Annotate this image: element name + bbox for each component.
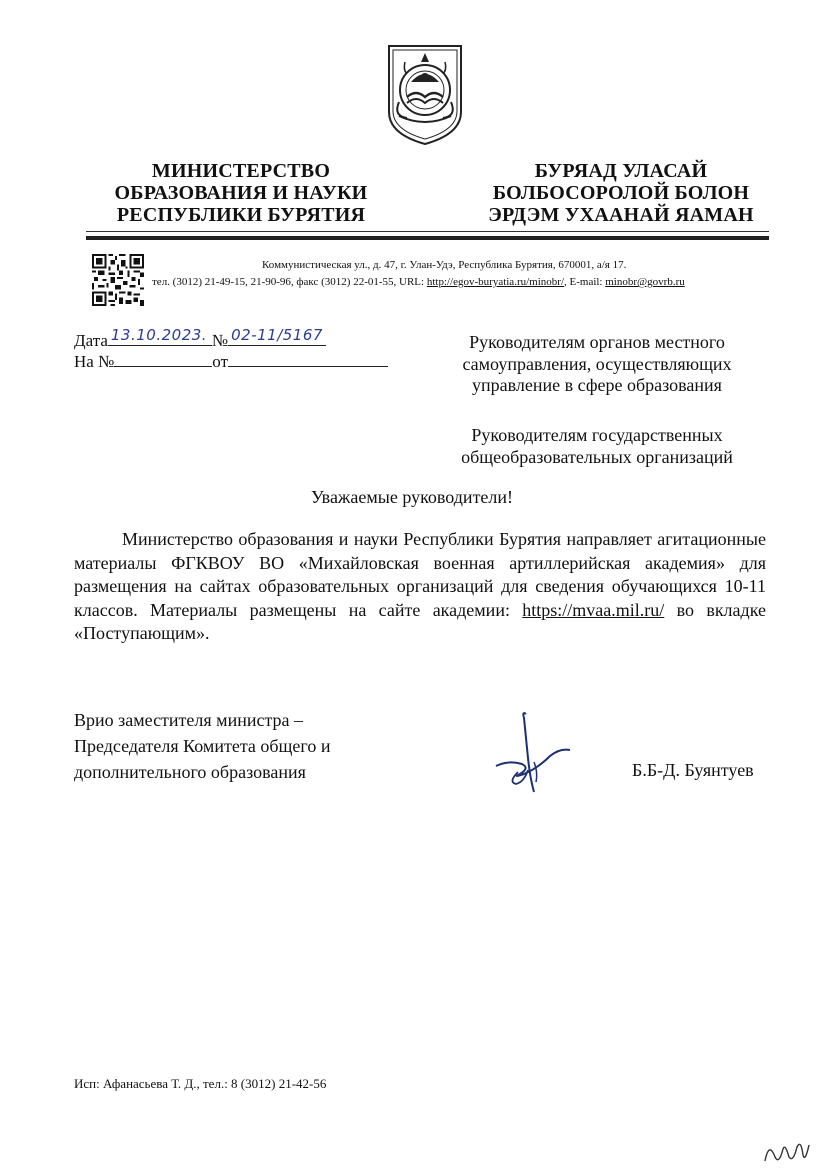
date-field [108, 328, 212, 346]
ministry-contacts [152, 274, 685, 291]
qr-code-icon [92, 254, 144, 306]
ministry-name-line: ЭРДЭМ УХААНАЙ ЯАМАН [488, 204, 754, 226]
ministry-name-line: ОБРАЗОВАНИЯ И НАУКИ [114, 182, 368, 204]
position-line: Врио заместителя министра – [74, 710, 304, 730]
addressee-local-authorities: Руководителям органов местного самоуправления, осуществляющих управление в сфере образования [462, 332, 732, 395]
from-label: от [212, 352, 229, 371]
ref-label: На № [74, 352, 115, 371]
header-divider-thick [86, 236, 769, 240]
body-text-end: во вкладке «Поступающим». [74, 599, 766, 643]
date-label: Дата [74, 331, 108, 350]
ref-number-field [114, 349, 212, 367]
addressee-state-schools: Руководителям государственных общеобразовательных организаций [461, 425, 733, 467]
ministry-name-russian [88, 160, 394, 226]
ministry-name-line: РЕСПУБЛИКИ БУРЯТИЯ [116, 204, 366, 226]
academy-website-link[interactable]: https://mvaa.mil.ru/ [522, 599, 665, 620]
handwritten-initials-icon [763, 1135, 811, 1165]
registration-date-number [74, 328, 326, 351]
ref-date-field [228, 349, 388, 367]
ministry-name-line: МИНИСТЕРСТВО [151, 160, 331, 182]
handwritten-signature-icon [494, 708, 574, 796]
signatory-name: Б.Б-Д. Буянтуев [632, 760, 754, 780]
number-field [228, 328, 326, 346]
ministry-name-line: БОЛБОСОРОЛОЙ БОЛОН [492, 182, 750, 204]
body-text: Министерство образования и науки Республики Бурятия направляет агитационные материалы ФГКВОУ ВО «Михайловская военная артиллерийская академия» для размещения на сайтах образовательных организаций для сведения обучающихся 10-11 классов. Материалы размещены на сайте академии: [74, 529, 766, 620]
ministry-name-line: БУРЯАД УЛАСАЙ [534, 160, 708, 182]
ministry-name-buryat [462, 160, 780, 226]
email-label: , E-mail: [564, 276, 606, 288]
ministry-address: Коммунистическая ул., д. 47, г. Улан-Удэ, Республика Бурятия, 670001, а/я 17. [262, 259, 627, 271]
body-paragraph [74, 528, 766, 646]
greeting: Уважаемые руководители! [310, 487, 514, 507]
ministry-email-link[interactable]: minobr@govrb.ru [605, 276, 685, 288]
letter-body [74, 528, 766, 646]
registration-reference [74, 349, 388, 372]
executor-info: Исп: Афанасьева Т. Д., тел.: 8 (3012) 21-42-56 [74, 1076, 327, 1091]
position-line: дополнительного образования [74, 762, 306, 782]
position-line: Председателя Комитета общего и [74, 736, 331, 756]
phone-numbers: тел. (3012) 21-49-15, 21-90-96, факс (3012) 22-01-55, URL: [152, 276, 427, 288]
signatory-position [74, 707, 330, 785]
coat-of-arms-icon [385, 42, 465, 146]
header-divider-thin [86, 231, 769, 232]
date-value: 13.10.2023. [110, 326, 208, 344]
number-value: 02-11/5167 [231, 326, 323, 344]
ministry-website-link[interactable]: http://egov-buryatia.ru/minobr/ [426, 276, 564, 288]
number-label: № [211, 331, 229, 350]
